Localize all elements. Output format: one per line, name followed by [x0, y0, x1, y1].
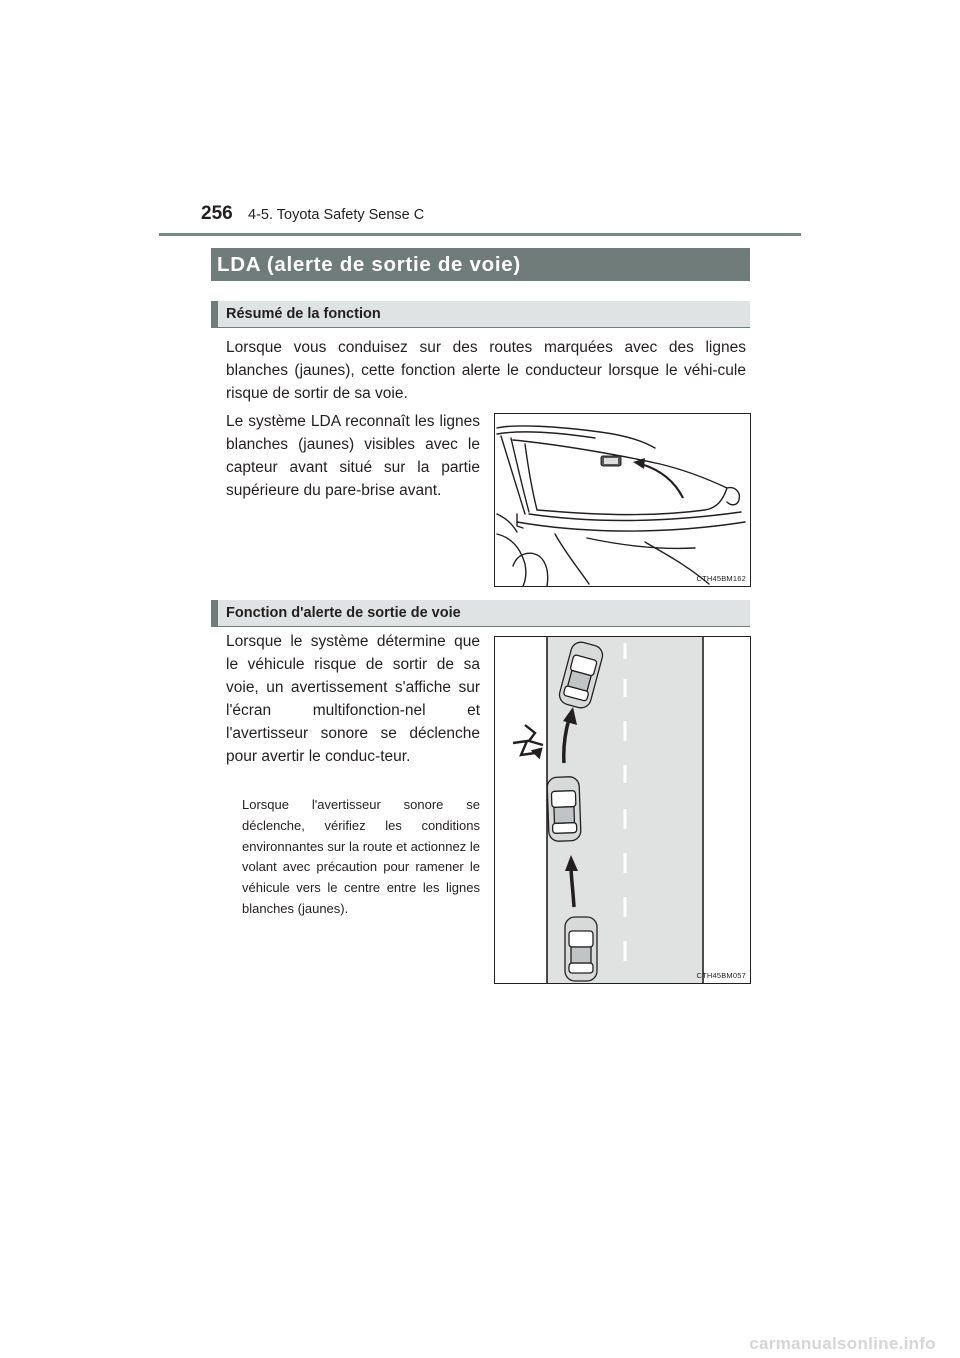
lane-departure-figure [494, 636, 751, 984]
page-number: 256 [201, 203, 233, 224]
footer-watermark[interactable]: carmanualsonline.info [749, 1334, 936, 1353]
summary-paragraph: Lorsque vous conduisez sur des routes marquées avec des lignes blanches (jaunes), cette fonction alerte le conducteur lorsque le véhi-cule risque de sortir de sa voie. [226, 339, 746, 402]
header-divider [159, 233, 801, 236]
lane-illustration [495, 637, 750, 983]
warning-paragraph: Lorsque le système détermine que le véhicule risque de sortir de sa voie, un avertissement s'affiche sur l'écran multifonction-nel et l'avertisseur sonore se déclenche pour avertir le conduc-teur. [226, 633, 480, 765]
figure-code: CTH45BM162 [696, 574, 746, 583]
sensor-paragraph: Le système LDA reconnaît les lignes blanches (jaunes) visibles avec le capteur avant situé sur la partie supérieure du pare-brise avant. [226, 413, 480, 499]
page-title: LDA (alerte de sortie de voie) [211, 248, 750, 281]
windshield-illustration [495, 414, 750, 586]
figure-code: CTH45BM057 [696, 971, 746, 980]
section-header: 4-5. Toyota Safety Sense C [248, 207, 425, 223]
section-heading-lane-departure: Fonction d'alerte de sortie de voie [211, 600, 750, 627]
caution-note: Lorsque l'avertisseur sonore se déclenche, vérifiez les conditions environnantes sur la route et actionnez le volant avec précaution pour ramener le véhicule vers le centre entre les lignes blanches (jaunes). [242, 797, 480, 916]
windshield-sensor-figure [494, 413, 751, 587]
section-heading-summary: Résumé de la fonction [211, 301, 750, 328]
